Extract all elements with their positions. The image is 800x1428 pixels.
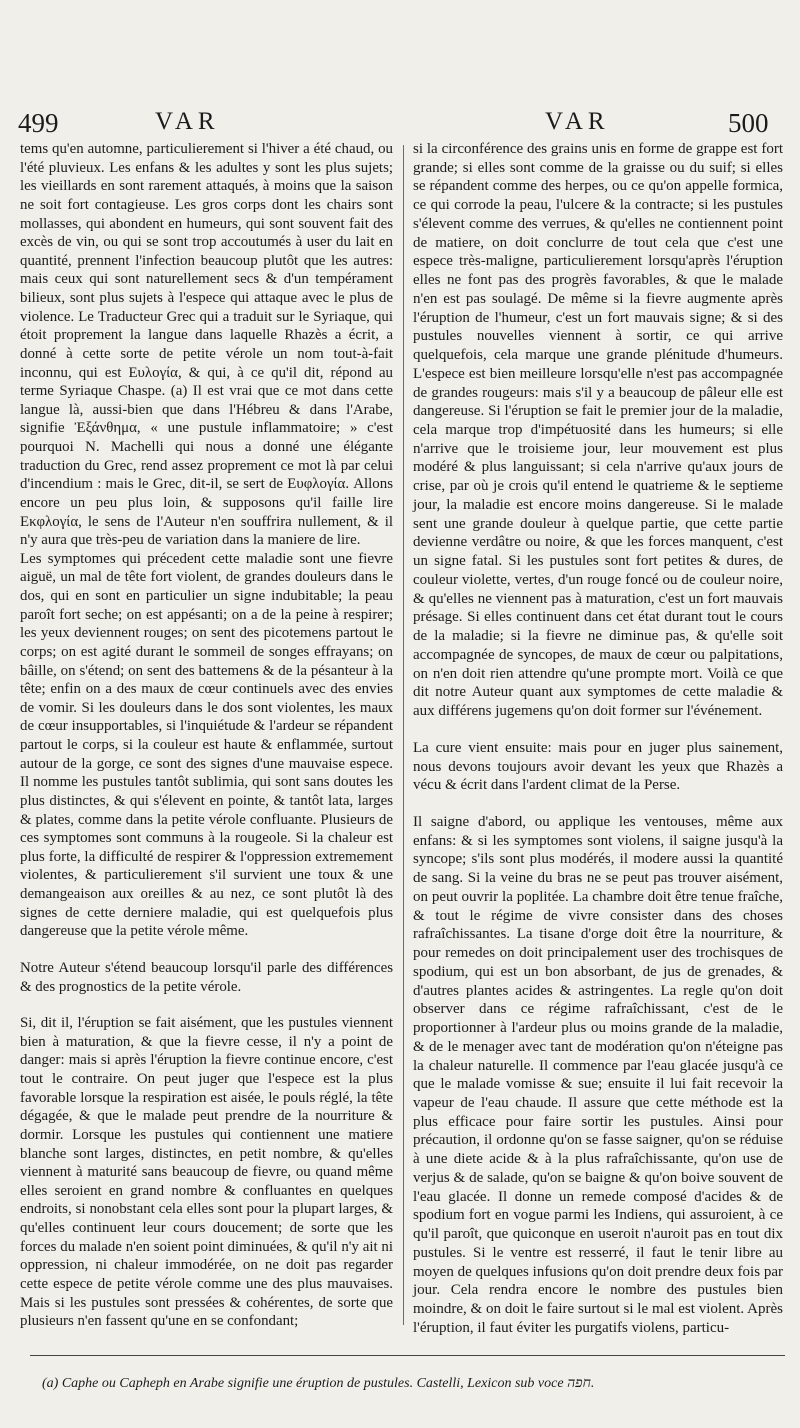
left-column (20, 140, 393, 1331)
page-number-right: 500 (728, 108, 769, 138)
footnote: (a) Caphe ou Capheph en Arabe signifie une éruption de pustules. Castelli, Lexicon sub voce חפה. (42, 1376, 595, 1391)
page-number-left: 499 (18, 108, 59, 138)
running-title-right: VAR (545, 108, 610, 135)
paragraph: si la circonférence des grains unis en forme de grappe est fort grande; si elles sont comme de la graisse ou du suif; si elles se répandent comme des herpes, ou ce qu'on appelle formica, ce qui corrode la peau, l'ulcere & la contracte; si les pustules s'élevent comme des verrues, & qu'elles ne contiennent point de matiere, on doit conclurre de tout cela que c'est une espece très-maligne, particulierement lorsqu'après l'éruption elles ne font pas des progrès favorables, & que le malade n'en est pas soulagé. De même si la fievre augmente après l'éruption de l'humeur, c'est un fort mauvais signe; & si des pustules nouvelles viennent à sortir, ce qui arrive quelquefois, cela marque une grande plénitude d'humeurs. L'espece est bien meilleure lorsqu'elle n'est pas accompagnée de grandes rougeurs: mais s'il y a beaucoup de pâleur elle est dangereuse. Si l'éruption se fait le premier jour de la maladie, cela marque trop d'impétuosité dans les humeurs; si elle n'arrive que le troisieme jour, leur mouvement est plus modéré & plus languissant; si cela n'arrive qu'aux jours de crise, par où je crois qu'il entend le quatrieme & le septieme jour, la maladie est encore moins dangereuse. Si le malade sent une grande douleur à quelque partie, que cette partie devienne verdâtre ou noire, & que les forces manquent, c'est un signe fatal. Si les pustules sont fort petites & dures, de couleur violette, vertes, d'un rouge foncé ou de couleur noire, & qu'elles ne viennent pas à maturation, c'est un fort mauvais présage. Si elles continuent dans cet état durant tout le cours de la maladie; si la fievre ne diminue pas, & qu'elle soit accompagnée de syncopes, de maux de cœur ou palpitations, on n'en doit rien attendre qu'une prompte mort. Voilà ce que dit notre Auteur quant aux symptomes de cette maladie & aux différens jugemens qu'on doit former sur l'événement. (413, 141, 783, 720)
running-title-left: VAR (155, 108, 220, 135)
paragraph: La cure vient ensuite: mais pour en juger plus sainement, nous devons toujours avoir devant les yeux que Rhazès a vécu & écrit dans l'ardent climat de la Perse. (413, 739, 783, 794)
paragraph: Si, dit il, l'éruption se fait aisément, que les pustules viennent bien à maturation, & que la fievre cesse, il n'y a point de danger: mais si après l'éruption la fievre continue encore, c'est tout le contraire. On peut juger que l'espece est la plus favorable lorsque la respiration est aisée, le pouls réglé, la tête dégagée, & que le malade peut prendre de la nourriture & dormir. Lorsque les pustules qui contiennent une matiere blanche sont larges, distinctes, en petit nombre, & qu'elles viennent à maturité sans beaucoup de fievre, ou quand même elles seroient en grand nombre & confluantes en quelques endroits, si nonobstant cela elles sont pour la plupart larges, & qu'elles continuent leur cours doucement; de sorte que les forces du malade n'en soient point diminuées, & qu'il n'y ait ni oppression, ni chaleur immodérée, on ne doit pas regarder cette espece de petite vérole comme une des plus mauvaises. Mais si les pustules sont pressées & cohérentes, de sorte que plusieurs n'en fassent qu'une en se confondant; (20, 1015, 393, 1330)
running-header (0, 108, 800, 142)
footnote-rule (30, 1355, 785, 1356)
paragraph: Les symptomes qui précedent cette maladie sont une fievre aiguë, un mal de tête fort violent, de grandes douleurs dans le dos, qui en sont en particulier un signe indubitable; la peau paroît fort seche; on est appésanti; on a de la peine à respirer; les yeux deviennent rouges; on sent des picotemens partout le corps; on est agité durant le sommeil de songes effrayans; on bâille, on s'étend; on sent des battemens & de la pésanteur à la tête; enfin on a des maux de cœur continuels avec des envies de vomir. Si les douleurs dans le dos sont violentes, les maux de cœur insupportables, si l'inquiétude & l'ardeur se répandent partout le corps, si la couleur est haute & enflammée, surtout autour de la gorge, ce sont des signes d'une mauvaise espece. Il nomme les pustules tantôt sublimia, qui sont sans doutes les plus distinctes, & qui s'élevent en pointe, & tantôt lata, larges & plates, comme dans la petite vérole confluante. Plusieurs de ces symptomes sont communs à la rougeole. Si la chaleur est plus forte, la difficulté de respirer & l'oppression extremement violentes, & particulierement s'il survient une toux & une demangeaison aux oreilles & au nez, ce sont plutôt là des signes de cette derniere maladie, qui est quelquefois plus dangereuse que la petite vérole même. (20, 550, 393, 940)
paragraph: Il saigne d'abord, ou applique les ventouses, même aux enfans: & si les symptomes sont violens, il saigne jusqu'à la syncope; s'ils sont plus modérés, il modere aussi la quantité de sang. Si la veine du bras ne se peut pas trouver aisément, on peut ouvrir la poplitée. La chambre doit être tenue fraîche, & tout le régime de vivre consister dans des choses rafraîchissantes. La tisane d'orge doit être la nourriture, & pour remedes on doit principalement user des trochisques de spodium, qui est un bon absorbant, de jus de grenades, & d'autres plantes acides & astringentes. La regle qu'on doit observer dans ce régime rafraîchissant, c'est de le proportionner à l'ardeur plus ou moins grande de la maladie, & de le menager avec tant de modération qu'on n'éteigne pas la chaleur naturelle. Il commence par l'eau glacée jusqu'à ce que le malade vomisse & sue; ensuite il lui fait recevoir la vapeur de l'eau chaude. Il assure que cette méthode est la plus efficace pour faire sortir les pustules. Ainsi pour précaution, il ordonne qu'on se fasse saigner, qu'on se réduise à une diete acide & à la plus rafraîchissante, qu'on use de verjus & de salade, qu'on se baigne & qu'on boive souvent de l'eau glacée. Il donne un remede composé d'acides & de spodium fort en vogue parmi les Indiens, qui assuroient, à ce qu'il paroît, que quiconque en useroit n'auroit pas en tout dix pustules. Si le ventre est resserré, il faut le tenir libre au moyen de quelques infusions qu'on doit prendre deux fois par jour. Cela rendra encore le nombre des pustules bien moindre, & on doit le faire surtout si le mal est violent. Après l'éruption, il faut éviter les purgatifs violens, particu- (413, 813, 783, 1336)
right-column (413, 140, 783, 1338)
paragraph: tems qu'en automne, particulierement si l'hiver a été chaud, ou l'été pluvieux. Les enfans & les adultes y sont les plus sujets; les vieillards en sont rarement attaqués, à moins que la saison ne soit fort contagieuse. Les gros corps dont les chairs sont mollasses, qui abondent en humeurs, qui sont souvent fait des excès de vin, ou qui se sont trop accoutumés à user du lait en quantité, prennent l'infection beaucoup plutôt que les autres: mais ceux qui sont naturellement secs & d'un tempérament bilieux, sont plus sujets à l'espece qui attaque avec le plus de violence. Le Traducteur Grec qui a traduit sur le Syriaque, qui étoit proprement la langue dans laquelle Rhazès a écrit, a donné à cette sorte de petite vérole un nom tout-à-fait inconnu, qui est Ευλογία, & qui, à ce qu'il dit, répond au terme Syriaque Chaspe. (a) Il est vrai que ce mot dans cette langue là, aussi-bien que dans l'Hébreu & dans l'Arabe, signifie Ἐξάνθημα, « une pustule inflammatoire; » c'est pourquoi N. Machelli qui nous a donné une élégante traduction du Grec, rend assez proprement ce mot là par celui d'incendium : mais le Grec, dit-il, se sert de Ευφλογία. Allons encore un peu plus loin, & supposons qu'il faille lire Εκφλογία, le sens de l'Auteur n'en souffrira nullement, & il n'y aura que très-peu de variation dans la maniere de lire. (20, 141, 393, 549)
paragraph: Notre Auteur s'étend beaucoup lorsqu'il parle des différences & des prognostics de la petite vérole. (20, 959, 393, 995)
column-divider (403, 145, 404, 1325)
